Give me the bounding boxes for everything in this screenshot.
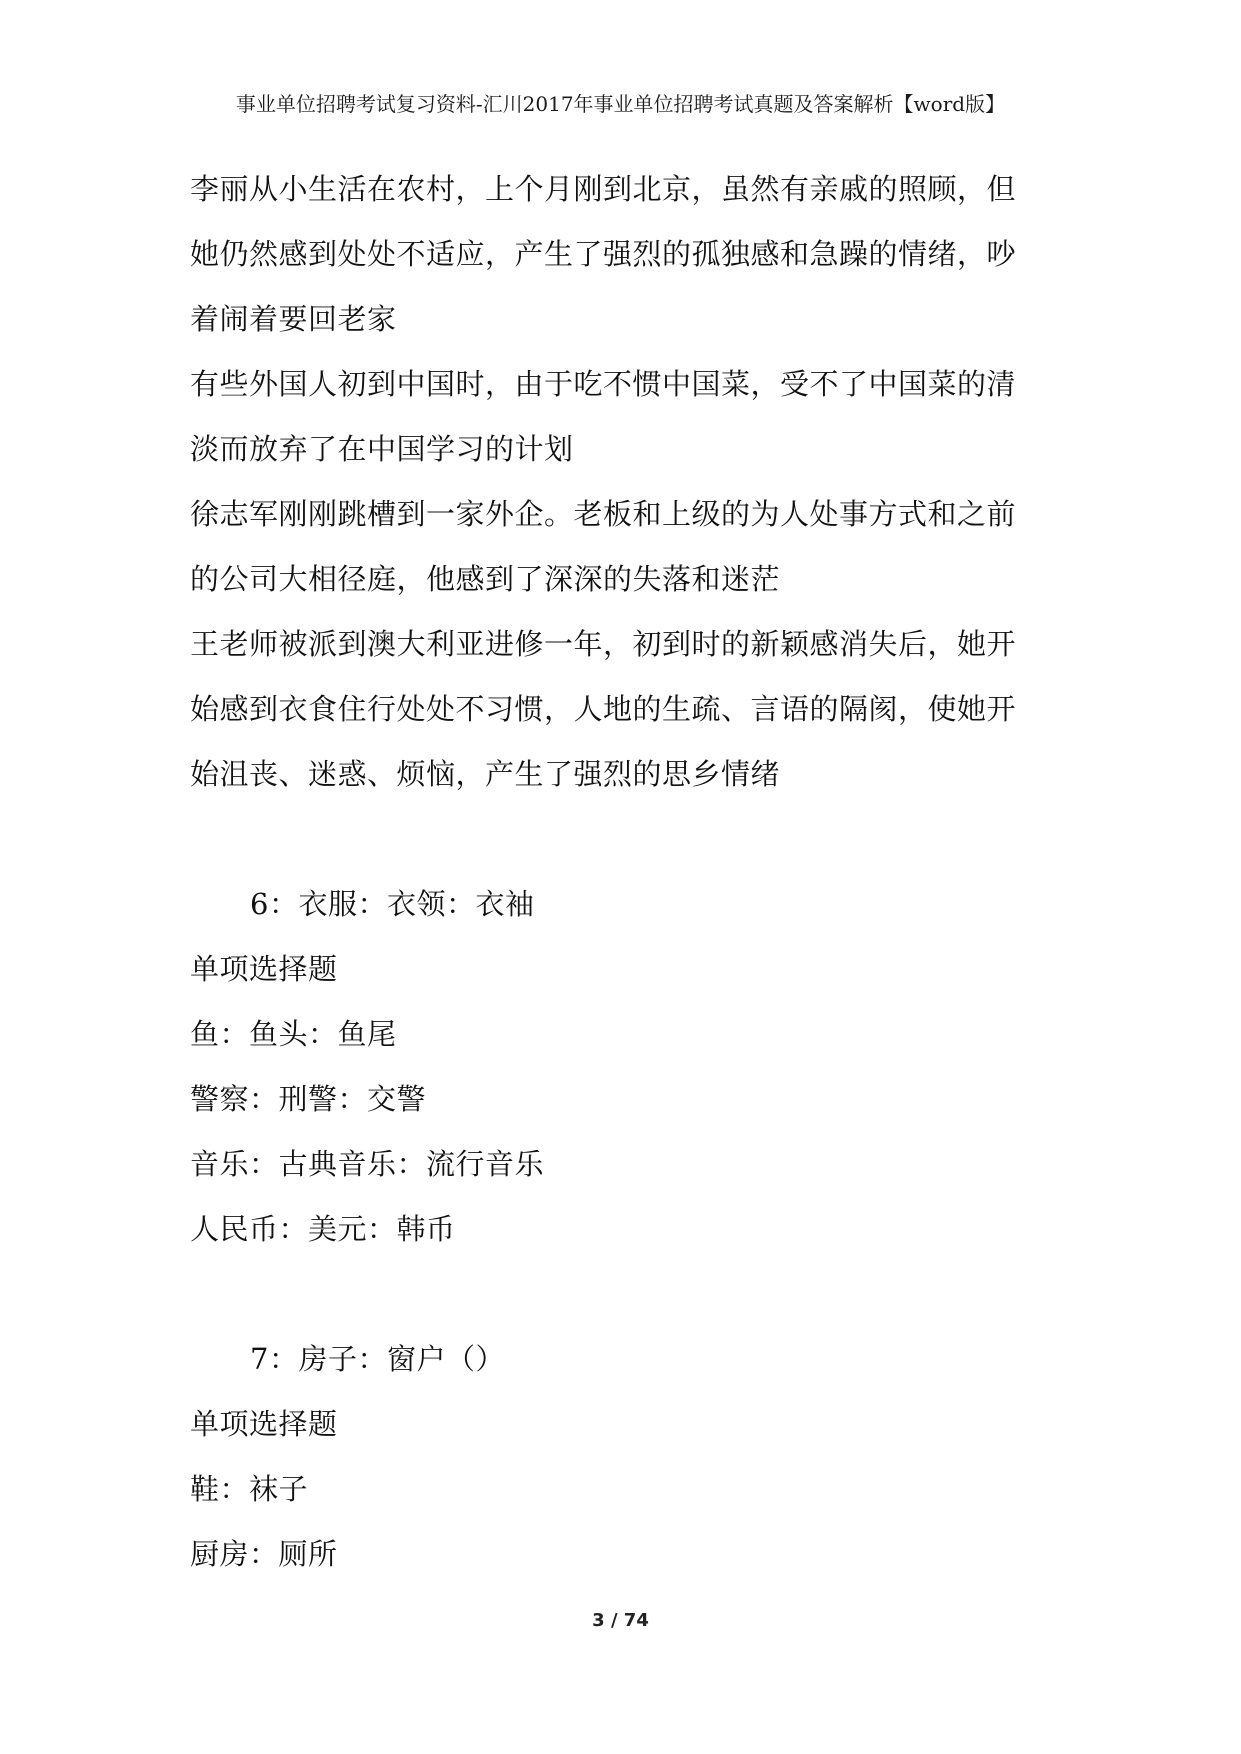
spacer (190, 1262, 1070, 1327)
question-7-title: 7：房子：窗户（） (250, 1342, 505, 1376)
question-7-option: 鞋：袜子 (190, 1472, 309, 1506)
question-6-option: 鱼：鱼头：鱼尾 (190, 1017, 397, 1051)
question-6-type: 单项选择题 (190, 952, 338, 986)
question-7-type: 单项选择题 (190, 1407, 338, 1441)
passage-line: 有些外国人初到中国时，由于吃不惯中国菜，受不了中国菜的清 (190, 367, 1017, 401)
question-6-title: 6：衣服：衣领：衣袖 (250, 887, 535, 921)
passage-line: 王老师被派到澳大利亚进修一年，初到时的新颖感消失后，她开 (190, 627, 1017, 661)
passage-line: 的公司大相径庭，他感到了深深的失落和迷茫 (190, 562, 781, 596)
document-body (190, 157, 1070, 1587)
passage-line: 淡而放弃了在中国学习的计划 (190, 432, 574, 466)
question-6-option: 警察：刑警：交警 (190, 1082, 427, 1116)
passage-line: 徐志军刚刚跳槽到一家外企。老板和上级的为人处事方式和之前 (190, 497, 1017, 531)
question-6-option: 音乐：古典音乐：流行音乐 (190, 1147, 545, 1181)
spacer (190, 807, 1070, 872)
question-6-option: 人民币：美元：韩币 (190, 1212, 456, 1246)
passage-line: 始感到衣食住行处处不习惯，人地的生疏、言语的隔阂，使她开 (190, 692, 1017, 726)
passage-line: 她仍然感到处处不适应，产生了强烈的孤独感和急躁的情绪，吵 (190, 237, 1017, 271)
passage-line: 始沮丧、迷惑、烦恼，产生了强烈的思乡情绪 (190, 757, 781, 791)
question-7-option: 厨房：厕所 (190, 1537, 338, 1571)
page-header: 事业单位招聘考试复习资料-汇川2017年事业单位招聘考试真题及答案解析【word版】 (235, 92, 1006, 116)
passage-line: 李丽从小生活在农村，上个月刚到北京，虽然有亲戚的照顾，但 (190, 172, 1017, 206)
passage-line: 着闹着要回老家 (190, 302, 397, 336)
page-number: 3 / 74 (592, 1610, 649, 1631)
